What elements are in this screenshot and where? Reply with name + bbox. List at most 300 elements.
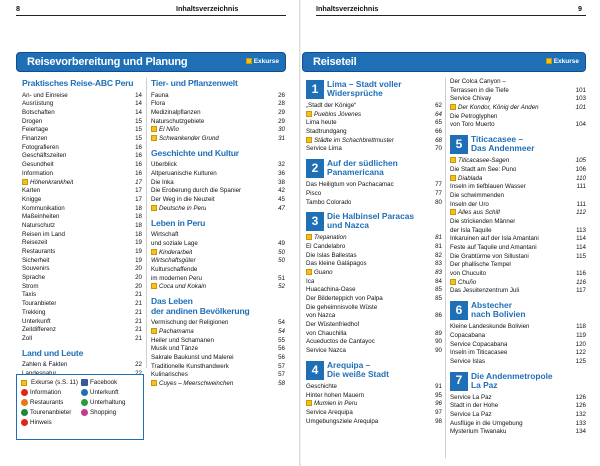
toc-entry-title: Terrassen in die Tiefe bbox=[450, 86, 509, 94]
toc-entry-title: Die Petroglyphen bbox=[450, 112, 498, 120]
toc-entry[interactable] bbox=[450, 87, 586, 96]
toc-entry[interactable] bbox=[306, 119, 442, 128]
toc-exkurs-entry[interactable] bbox=[306, 111, 442, 120]
banner-title: Reiseteil bbox=[313, 56, 357, 68]
toc-entry[interactable] bbox=[22, 161, 142, 170]
toc-entry-title: Musik und Tänze bbox=[151, 345, 199, 353]
touranbieter-icon bbox=[21, 409, 28, 416]
toc-entry-title: Guano bbox=[314, 268, 333, 276]
toc-entry-title: Service Islas bbox=[450, 357, 486, 365]
toc-entry[interactable] bbox=[151, 345, 285, 354]
toc-page-number: 17 bbox=[135, 178, 142, 186]
toc-page-number: 104 bbox=[575, 121, 586, 129]
toc-entry[interactable] bbox=[450, 192, 586, 201]
toc-entry[interactable] bbox=[306, 347, 442, 356]
toc-page-number: 111 bbox=[576, 183, 586, 191]
toc-page-number: 54 bbox=[278, 319, 285, 327]
toc-page-number: 21 bbox=[135, 334, 142, 342]
toc-entry[interactable] bbox=[22, 257, 142, 266]
toc-page-number: 97 bbox=[435, 408, 442, 416]
toc-entry[interactable] bbox=[450, 201, 586, 210]
toc-entry-title: Botschaften bbox=[22, 109, 55, 116]
toc-entry[interactable] bbox=[450, 402, 586, 411]
toc-page-number: 118 bbox=[576, 323, 586, 331]
toc-entry[interactable] bbox=[22, 118, 142, 127]
banner-exkurse-label: Exkurse bbox=[553, 58, 579, 65]
toc-entry[interactable] bbox=[306, 304, 442, 313]
toc-entry-title: Zeitdifferenz bbox=[22, 326, 56, 334]
legend-item bbox=[21, 408, 79, 417]
toc-entry[interactable] bbox=[306, 128, 442, 137]
toc-entry-title: von Chucuito bbox=[450, 270, 487, 278]
toc-entry[interactable] bbox=[450, 166, 586, 175]
toc-exkurs-entry[interactable] bbox=[151, 249, 285, 258]
chapter-number: 3 bbox=[306, 212, 324, 231]
toc-page-number: 112 bbox=[576, 209, 586, 217]
toc-entry[interactable] bbox=[22, 187, 142, 196]
toc-entry[interactable] bbox=[151, 240, 285, 249]
toc-entry-title: Restaurants bbox=[22, 248, 56, 255]
toc-page-number: 18 bbox=[135, 230, 142, 238]
legend-item bbox=[21, 418, 79, 427]
toc-page-number: 120 bbox=[575, 340, 586, 348]
chapter-heading[interactable] bbox=[306, 361, 442, 380]
toc-page-number bbox=[283, 266, 285, 275]
toc-page-number: 103 bbox=[575, 95, 586, 103]
toc-entry[interactable] bbox=[450, 270, 586, 279]
legend-item bbox=[81, 398, 139, 407]
exkurse-square-icon bbox=[151, 328, 157, 334]
toc-entry[interactable] bbox=[151, 118, 285, 127]
toc-entry-title: Souvenirs bbox=[22, 265, 50, 273]
chapter-number: 1 bbox=[306, 80, 324, 99]
toc-entry[interactable] bbox=[22, 239, 142, 248]
toc-entry[interactable] bbox=[450, 428, 586, 437]
toc-entry[interactable] bbox=[450, 78, 586, 87]
toc-entry[interactable] bbox=[151, 161, 285, 170]
toc-entry-title: Die Grabtürme von Sillustani bbox=[450, 252, 529, 260]
toc-page-number: 122 bbox=[575, 349, 586, 357]
toc-page-number: 50 bbox=[278, 257, 285, 265]
toc-page-number: 49 bbox=[278, 239, 285, 247]
toc-page-number: 62 bbox=[435, 102, 442, 109]
toc-entry-title: und soziale Lage bbox=[151, 239, 198, 247]
toc-page-number: 133 bbox=[575, 419, 586, 427]
toc-entry[interactable] bbox=[450, 227, 586, 236]
right-page-number: 9 bbox=[578, 4, 582, 13]
toc-entry-title: Mysterium Tiwanaku bbox=[450, 428, 507, 436]
toc-page-number: 51 bbox=[278, 274, 285, 282]
toc-entry[interactable] bbox=[22, 231, 142, 240]
toc-page-number: 85 bbox=[435, 295, 442, 302]
toc-entry[interactable] bbox=[151, 371, 285, 380]
restaurants-icon bbox=[21, 399, 28, 406]
toc-entry[interactable] bbox=[450, 244, 586, 253]
toc-entry[interactable] bbox=[151, 319, 285, 328]
toc-entry[interactable] bbox=[151, 337, 285, 346]
toc-page-number: 117 bbox=[576, 287, 586, 295]
toc-entry[interactable] bbox=[22, 109, 142, 118]
toc-page-number: 114 bbox=[576, 235, 586, 243]
exkurse-square-icon bbox=[151, 380, 157, 386]
toc-entry[interactable] bbox=[22, 361, 142, 370]
toc-entry[interactable] bbox=[306, 338, 442, 347]
toc-entry[interactable] bbox=[22, 248, 142, 257]
toc-exkurs-entry[interactable] bbox=[450, 279, 586, 288]
toc-page-number: 113 bbox=[576, 226, 586, 234]
toc-entry[interactable] bbox=[22, 265, 142, 274]
legend-label: Information bbox=[30, 388, 61, 396]
toc-page-number: 77 bbox=[435, 181, 442, 189]
toc-exkurs-entry[interactable] bbox=[22, 179, 142, 188]
toc-entry-title: Kommunikation bbox=[22, 204, 65, 212]
toc-entry[interactable] bbox=[306, 243, 442, 252]
toc-entry[interactable] bbox=[22, 100, 142, 109]
toc-entry-title: Knigge bbox=[22, 195, 42, 203]
toc-exkurs-entry[interactable] bbox=[450, 104, 586, 113]
chapter-number: 4 bbox=[306, 361, 324, 380]
section-heading: Praktisches Reise-ABC Peru bbox=[22, 78, 134, 88]
toc-page-number: 50 bbox=[278, 248, 285, 256]
toc-entry[interactable] bbox=[306, 260, 442, 269]
toc-entry[interactable] bbox=[450, 394, 586, 403]
toc-exkurs-entry[interactable] bbox=[306, 234, 442, 243]
toc-entry[interactable] bbox=[306, 392, 442, 401]
hinweis-icon bbox=[21, 419, 28, 426]
exkurse-square-icon bbox=[450, 175, 456, 181]
toc-entry-title: Feste auf Taquile und Amantani bbox=[450, 244, 537, 251]
toc-page-number: 20 bbox=[135, 274, 142, 282]
toc-page-number: 36 bbox=[278, 170, 285, 178]
toc-page-number: 16 bbox=[135, 161, 142, 169]
toc-page-number: 28 bbox=[278, 100, 285, 108]
legend-label: Restaurants bbox=[30, 398, 64, 406]
chapter-heading[interactable] bbox=[306, 80, 442, 99]
toc-page-number: 134 bbox=[575, 428, 586, 436]
toc-entry-title: Der Kondor, König der Anden bbox=[458, 104, 539, 112]
chapter-heading[interactable] bbox=[450, 135, 586, 154]
toc-entry[interactable] bbox=[151, 196, 285, 205]
toc-entry[interactable] bbox=[22, 326, 142, 335]
toc-entry-title: Reisezeit bbox=[22, 239, 48, 247]
chapter-number: 2 bbox=[306, 159, 324, 178]
banner-exkurse-label: Exkurse bbox=[253, 58, 279, 65]
toc-entry[interactable] bbox=[151, 179, 285, 188]
toc-entry-title: Der Wüstenfriedhof bbox=[306, 321, 360, 329]
toc-page-number: 85 bbox=[435, 286, 442, 294]
chapter-heading[interactable] bbox=[450, 372, 586, 391]
toc-page-number: 111 bbox=[576, 200, 586, 208]
toc-entry[interactable] bbox=[22, 335, 142, 344]
toc-entry-title: El Candelabro bbox=[306, 242, 346, 250]
toc-entry-title: Copacabana bbox=[450, 331, 486, 339]
toc-entry-title: Sakrale Baukunst und Malerei bbox=[151, 353, 234, 361]
toc-entry-title: An- und Einreise bbox=[22, 91, 68, 99]
toc-entry-title: Deutsche in Peru bbox=[159, 204, 207, 212]
toc-entry-title: Überblick bbox=[151, 161, 177, 169]
book-gutter bbox=[299, 0, 301, 466]
toc-entry[interactable] bbox=[450, 332, 586, 341]
legend-item bbox=[81, 388, 139, 397]
toc-page-number: 57 bbox=[278, 362, 285, 370]
toc-entry[interactable] bbox=[450, 253, 586, 262]
toc-entry-title: Strom bbox=[22, 282, 39, 290]
toc-exkurs-entry[interactable] bbox=[151, 328, 285, 337]
toc-entry[interactable] bbox=[151, 100, 285, 109]
toc-entry-title: Höhenkrankheit bbox=[30, 178, 74, 186]
toc-entry-title: Service Chivay bbox=[450, 95, 492, 103]
toc-entry[interactable] bbox=[22, 318, 142, 327]
toc-entry-title: Kulinarisches bbox=[151, 371, 188, 379]
toc-entry[interactable] bbox=[450, 183, 586, 192]
toc-entry-title: Medizinalpflanzen bbox=[151, 109, 201, 116]
toc-page-number: 68 bbox=[435, 136, 442, 144]
toc-entry[interactable] bbox=[151, 109, 285, 118]
exkurse-square-icon bbox=[246, 58, 252, 64]
toc-entry[interactable] bbox=[450, 218, 586, 227]
toc-page-number: 77 bbox=[435, 189, 442, 197]
legend-label: Unterhaltung bbox=[90, 398, 126, 406]
toc-entry[interactable] bbox=[22, 283, 142, 292]
toc-page-number: 19 bbox=[135, 248, 142, 255]
legend-label: Unterkunft bbox=[90, 388, 119, 396]
toc-page-number: 81 bbox=[435, 242, 442, 250]
toc-entry[interactable] bbox=[151, 170, 285, 179]
chapter-number: 7 bbox=[450, 372, 468, 391]
toc-entry[interactable] bbox=[22, 170, 142, 179]
toc-entry[interactable] bbox=[306, 295, 442, 304]
toc-entry[interactable] bbox=[151, 354, 285, 363]
toc-entry-title: Landesnatur bbox=[22, 369, 57, 377]
toc-entry[interactable] bbox=[22, 152, 142, 161]
toc-page-number: 31 bbox=[278, 135, 285, 143]
toc-page-number: 82 bbox=[435, 251, 442, 259]
toc-page-number: 54 bbox=[278, 327, 285, 335]
toc-exkurs-entry[interactable] bbox=[151, 205, 285, 214]
toc-entry[interactable] bbox=[306, 330, 442, 339]
toc-entry-title: Die strickenden Männer bbox=[450, 217, 516, 225]
toc-entry[interactable] bbox=[22, 291, 142, 300]
toc-exkurs-entry[interactable] bbox=[151, 283, 285, 292]
toc-page-number: 115 bbox=[576, 252, 586, 260]
toc-exkurs-entry[interactable] bbox=[450, 157, 586, 166]
toc-entry[interactable] bbox=[306, 252, 442, 261]
toc-entry[interactable] bbox=[450, 420, 586, 429]
toc-entry[interactable] bbox=[151, 257, 285, 266]
toc-page-number: 58 bbox=[278, 380, 285, 387]
toc-entry-title: Service Lima bbox=[306, 145, 342, 153]
toc-entry-title: Wirtschaftsgüter bbox=[151, 257, 196, 265]
toc-entry-title: Naturschutzgebiete bbox=[151, 117, 205, 125]
toc-entry[interactable] bbox=[22, 205, 142, 214]
toc-entry[interactable] bbox=[306, 383, 442, 392]
toc-entry-title: Inkaruinen auf der Isla Amantani bbox=[450, 235, 539, 243]
toc-entry[interactable] bbox=[450, 358, 586, 367]
toc-entry[interactable] bbox=[306, 409, 442, 418]
right-column-1 bbox=[306, 78, 442, 426]
toc-entry-title: Feiertage bbox=[22, 126, 49, 134]
toc-entry[interactable] bbox=[306, 286, 442, 295]
toc-entry[interactable] bbox=[151, 363, 285, 372]
toc-entry[interactable] bbox=[306, 312, 442, 321]
toc-page-number: 19 bbox=[135, 256, 142, 264]
toc-entry[interactable] bbox=[450, 287, 586, 296]
legend-label: Shopping bbox=[90, 408, 117, 416]
toc-entry[interactable] bbox=[151, 266, 285, 275]
toc-entry[interactable] bbox=[151, 231, 285, 240]
toc-entry[interactable] bbox=[306, 199, 442, 208]
toc-entry[interactable] bbox=[306, 418, 442, 427]
toc-entry-title: Zoll bbox=[22, 334, 32, 342]
section-heading: Land und Leute bbox=[22, 347, 84, 358]
banner-title: Reisevorbereitung und Planung bbox=[27, 56, 188, 68]
toc-entry[interactable] bbox=[306, 321, 442, 330]
toc-entry[interactable] bbox=[22, 274, 142, 283]
toc-exkurs-entry[interactable] bbox=[306, 269, 442, 278]
toc-entry-title: Das Heiligtum von Pachacamac bbox=[306, 181, 394, 189]
legend-label: Facebook bbox=[90, 378, 118, 386]
toc-page-number: 15 bbox=[135, 126, 142, 134]
toc-entry[interactable] bbox=[151, 187, 285, 196]
toc-entry-title: von Nazca bbox=[306, 312, 336, 320]
exkurse-square-icon bbox=[306, 400, 312, 406]
toc-entry[interactable] bbox=[450, 349, 586, 358]
toc-page-number bbox=[440, 304, 442, 313]
toc-exkurs-entry[interactable] bbox=[151, 380, 285, 389]
chapter-title: Die Andenmetropole La Paz bbox=[471, 370, 553, 390]
chapter-title: Auf der südlichen Panamericana bbox=[327, 158, 398, 178]
toc-entry[interactable] bbox=[151, 92, 285, 101]
toc-entry-title: Sprache bbox=[22, 274, 46, 282]
toc-entry[interactable] bbox=[450, 341, 586, 350]
toc-page-number: 56 bbox=[278, 345, 285, 353]
chapter-heading[interactable] bbox=[450, 301, 586, 320]
toc-page-number: 81 bbox=[435, 234, 442, 242]
toc-entry[interactable] bbox=[306, 278, 442, 287]
toc-entry[interactable] bbox=[306, 102, 442, 111]
toc-entry-title: Zahlen & Fakten bbox=[22, 361, 68, 369]
chapter-title: Lima – Stadt voller Widersprüche bbox=[327, 79, 402, 99]
toc-entry[interactable] bbox=[22, 309, 142, 318]
toc-entry-title: Der phallische Tempel bbox=[450, 261, 511, 269]
exkurse-square-icon bbox=[22, 179, 28, 185]
left-page bbox=[0, 0, 298, 466]
toc-entry[interactable] bbox=[306, 181, 442, 190]
toc-entry-title: Kulturschaffende bbox=[151, 265, 198, 273]
toc-page-number: 18 bbox=[135, 204, 142, 212]
chapter-heading[interactable] bbox=[306, 159, 442, 178]
toc-page-number: 15 bbox=[135, 117, 142, 125]
unterhaltung-icon bbox=[81, 399, 88, 406]
toc-entry-title: Die geheimnisvolle Wüste bbox=[306, 303, 378, 311]
left-running-head: Inhaltsverzeichnis bbox=[176, 4, 239, 13]
toc-entry[interactable] bbox=[450, 261, 586, 270]
left-column-1 bbox=[22, 78, 142, 379]
toc-entry[interactable] bbox=[450, 95, 586, 104]
toc-entry-title: Huacachina-Oase bbox=[306, 286, 356, 294]
toc-page-number: 20 bbox=[135, 265, 142, 273]
toc-page-number: 86 bbox=[435, 312, 442, 320]
toc-entry[interactable] bbox=[22, 135, 142, 144]
left-section-banner bbox=[16, 52, 286, 72]
toc-exkurs-entry[interactable] bbox=[450, 209, 586, 218]
toc-page-number: 70 bbox=[435, 145, 442, 153]
toc-entry-title: Service Arequipa bbox=[306, 408, 353, 416]
toc-page-number: 21 bbox=[135, 300, 142, 308]
toc-page-number: 16 bbox=[135, 152, 142, 160]
toc-entry-title: Ausrüstung bbox=[22, 100, 54, 108]
toc-exkurs-entry[interactable] bbox=[306, 137, 442, 146]
toc-page-number: 64 bbox=[435, 110, 442, 118]
toc-entry-title: Das kleine Galápagos bbox=[306, 260, 367, 268]
toc-entry[interactable] bbox=[22, 144, 142, 153]
toc-entry[interactable] bbox=[22, 222, 142, 231]
toc-entry[interactable] bbox=[22, 196, 142, 205]
toc-exkurs-entry[interactable] bbox=[450, 175, 586, 184]
toc-page-number: 21 bbox=[135, 308, 142, 316]
toc-entry-title: Die Islas Ballestas bbox=[306, 251, 357, 259]
toc-entry-title: Das Jesuitenzentrum Juli bbox=[450, 287, 520, 295]
toc-exkurs-entry[interactable] bbox=[306, 400, 442, 409]
toc-entry[interactable] bbox=[306, 145, 442, 154]
toc-entry-title: Unterkunft bbox=[22, 317, 51, 325]
toc-entry-title: Städte im Schachbrettmuster bbox=[314, 136, 394, 144]
toc-exkurs-entry[interactable] bbox=[151, 126, 285, 135]
toc-entry[interactable] bbox=[450, 323, 586, 332]
toc-entry-title: Heiler und Schamanen bbox=[151, 336, 214, 344]
toc-entry[interactable] bbox=[151, 275, 285, 284]
toc-entry[interactable] bbox=[450, 235, 586, 244]
toc-entry[interactable] bbox=[450, 113, 586, 122]
toc-entry-title: Pueblos Jóvenes bbox=[314, 110, 362, 118]
toc-page-number: 18 bbox=[135, 221, 142, 229]
toc-entry-title: Umgebungsziele Arequipa bbox=[306, 417, 379, 425]
toc-page-number: 17 bbox=[135, 195, 142, 203]
toc-page-number: 84 bbox=[435, 277, 442, 285]
toc-page-number: 57 bbox=[278, 371, 285, 379]
toc-entry-title: Ausflüge in die Umgebung bbox=[450, 419, 523, 427]
toc-entry-title: Pachamama bbox=[159, 327, 194, 335]
toc-entry[interactable] bbox=[306, 190, 442, 199]
toc-page-number: 119 bbox=[576, 331, 586, 339]
toc-entry[interactable] bbox=[22, 213, 142, 222]
section-heading: Geschichte und Kultur bbox=[151, 147, 239, 158]
toc-entry[interactable] bbox=[22, 126, 142, 135]
toc-exkurs-entry[interactable] bbox=[151, 135, 285, 144]
toc-page-number: 45 bbox=[278, 196, 285, 204]
toc-entry-title: Die Inka bbox=[151, 178, 174, 186]
toc-entry[interactable] bbox=[22, 300, 142, 309]
toc-entry-title: Taxis bbox=[22, 291, 37, 299]
toc-entry[interactable] bbox=[450, 411, 586, 420]
toc-page-number: 29 bbox=[278, 109, 285, 116]
toc-entry-title: Information bbox=[22, 169, 53, 177]
toc-entry-title: Die Stadt am See: Puno bbox=[450, 165, 517, 173]
toc-page-number: 30 bbox=[278, 126, 285, 134]
toc-entry-title: Alles aus Schilf bbox=[458, 209, 500, 217]
legend-label: Exkurse (s.S. 11) bbox=[31, 378, 78, 386]
toc-page-number: 116 bbox=[576, 270, 586, 278]
toc-page-number: 125 bbox=[575, 357, 586, 365]
chapter-number: 5 bbox=[450, 135, 468, 154]
toc-page-number: 96 bbox=[435, 400, 442, 408]
toc-entry-title: Coca und Kokain bbox=[159, 283, 207, 291]
toc-entry[interactable] bbox=[22, 92, 142, 101]
toc-page-number: 26 bbox=[278, 91, 285, 99]
toc-entry[interactable] bbox=[450, 121, 586, 130]
chapter-heading[interactable] bbox=[306, 212, 442, 231]
right-section-banner bbox=[302, 52, 586, 72]
